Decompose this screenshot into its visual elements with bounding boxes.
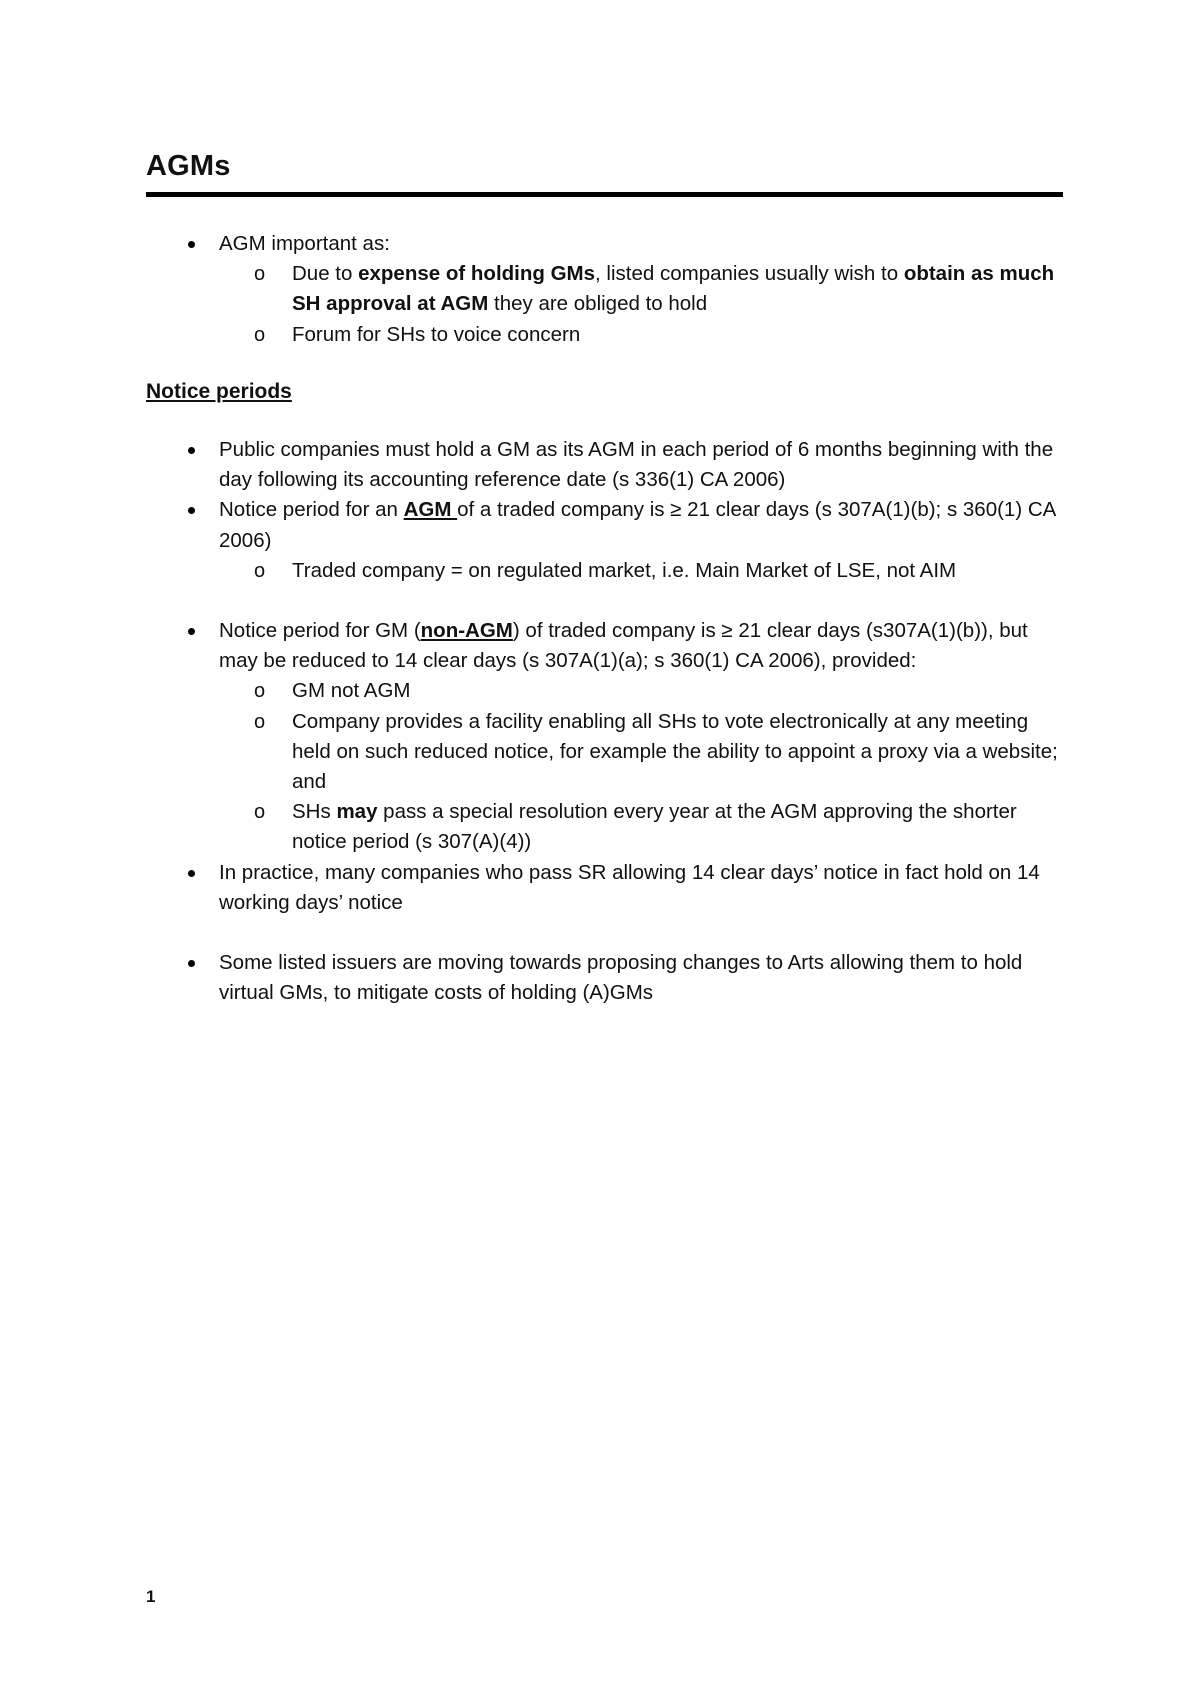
sub-list-item: o Traded company = on regulated market, i.e. Main Market of LSE, not AIM (219, 556, 1063, 586)
sub-list-item: o Company provides a facility enabling all SHs to vote electronically at any meeting held on such reduced notice, for example the ability to appoint a proxy via a website; and (219, 707, 1063, 798)
sub-list-item: o GM not AGM (219, 676, 1063, 706)
list-item: Notice period for an AGM of a traded company is ≥ 21 clear days (s 307A(1)(b); s 360(1) CA 2006) o Traded company = on regulated market, i.e. Main Market of LSE, not AIM (146, 495, 1063, 616)
sub-bullet-icon: o (254, 263, 266, 286)
page-title: AGMs (146, 150, 231, 182)
bullet-text: In practice, many companies who pass SR allowing 14 clear days’ notice in fact hold on 14 working days’ notice (219, 860, 1040, 914)
sub-list-item: o SHs may pass a special resolution every year at the AGM approving the shorter notice period (s 307(A)(4)) (219, 797, 1063, 857)
sub-list (219, 676, 1063, 857)
page-number: 1 (146, 1587, 156, 1606)
bullet-text: Some listed issuers are moving towards proposing changes to Arts allowing them to hold virtual GMs, to mitigate costs of holding (A)GMs (219, 951, 1023, 1005)
sub-list (219, 259, 1063, 350)
list-item: Notice period for GM (non-AGM) of traded company is ≥ 21 clear days (s307A(1)(b)), but may be reduced to 14 clear days (s 307A(1)(a); s 360(1) CA 2006), provided: o GM not AGM o Company provides a facility enabling all SHs to vote electronically at any meeting held on such reduced notice, for example the ability to appoint a proxy via a website; and o SHs may pass a special resolution every year at the AGM approving the shorter notice period (s 307(A)(4)) (146, 616, 1063, 858)
bullet-icon (188, 628, 195, 635)
sub-bullet-icon: o (254, 559, 266, 582)
sub-list-item: o Forum for SHs to voice concern (219, 320, 1063, 350)
title-underline-rule (146, 192, 1063, 197)
bullet-icon (188, 960, 195, 967)
list-item (146, 948, 1063, 1008)
sub-bullet-icon: o (254, 680, 266, 703)
list-item (146, 858, 1063, 948)
sub-list (219, 556, 1063, 586)
notice-periods-heading: Notice periods (146, 380, 292, 403)
list-item (146, 435, 1063, 495)
bullet-icon (188, 870, 195, 877)
bullet-icon (188, 241, 195, 248)
sub-bullet-icon: o (254, 801, 266, 824)
notice-periods-list (146, 435, 1063, 1008)
sub-bullet-icon: o (254, 323, 266, 346)
bullet-icon (188, 507, 195, 514)
page-content (146, 146, 1063, 1005)
bullet-icon (188, 447, 195, 454)
list-item (146, 229, 1063, 350)
bullet-text: Public companies must hold a GM as its AGM in each period of 6 months beginning with the day following its accounting reference date (s 336(1) CA 2006) (219, 438, 1054, 492)
sub-bullet-icon: o (254, 710, 266, 733)
agm-importance-list (146, 229, 1063, 350)
bullet-text: AGM important as: (219, 232, 390, 255)
sub-list-item: o Due to expense of holding GMs, listed companies usually wish to obtain as much SH approval at AGM they are obliged to hold (219, 259, 1063, 319)
